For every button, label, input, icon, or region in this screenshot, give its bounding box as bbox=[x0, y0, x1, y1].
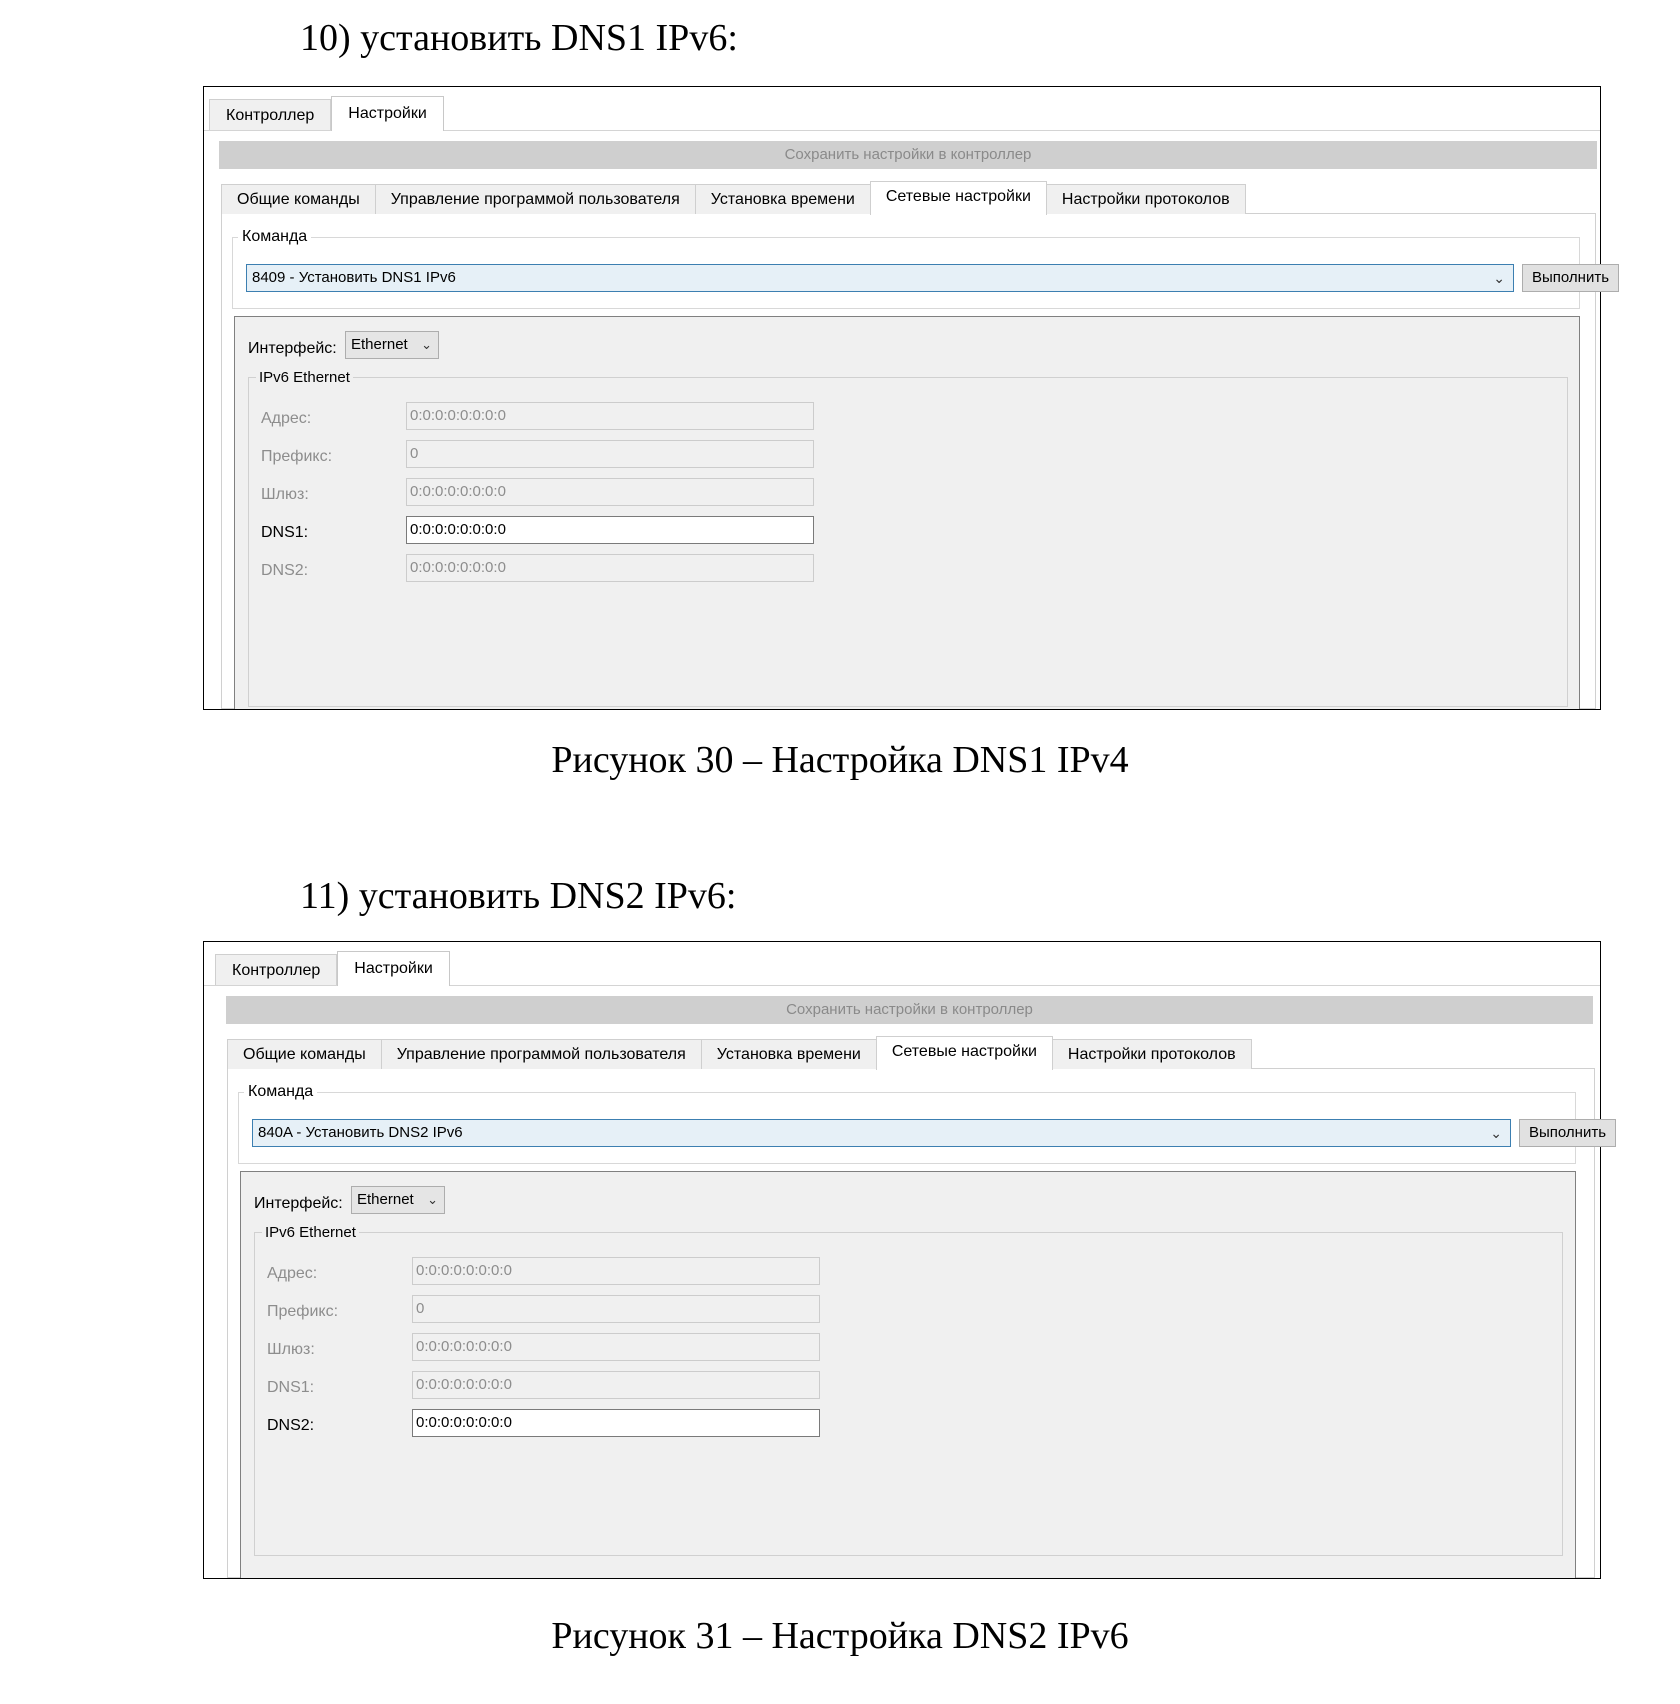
run-button[interactable]: Выполнить bbox=[1519, 1119, 1616, 1147]
dns1-field[interactable]: 0:0:0:0:0:0:0:0 bbox=[406, 516, 814, 544]
tab-protocol-settings[interactable]: Настройки протоколов bbox=[1046, 184, 1246, 214]
chevron-down-icon: ⌄ bbox=[1493, 270, 1505, 286]
ipv6-ethernet-legend: IPv6 Ethernet bbox=[262, 1224, 359, 1242]
command-select[interactable] bbox=[246, 264, 1514, 292]
tab-general-commands[interactable]: Общие команды bbox=[221, 184, 376, 214]
chevron-down-icon: ⌄ bbox=[421, 337, 432, 352]
tab-network-settings[interactable]: Сетевые настройки bbox=[870, 181, 1047, 215]
command-select[interactable] bbox=[252, 1119, 1511, 1147]
settings-tab-bar bbox=[227, 1036, 1251, 1070]
interface-select[interactable] bbox=[345, 331, 439, 359]
figure-31-caption: Рисунок 31 – Настройка DNS2 IPv6 bbox=[551, 1615, 1129, 1657]
command-legend: Команда bbox=[238, 228, 311, 246]
chevron-down-icon: ⌄ bbox=[427, 1192, 438, 1207]
tab-user-program[interactable]: Управление программой пользователя bbox=[381, 1039, 702, 1069]
main-tab-bar bbox=[215, 951, 450, 985]
tab-protocol-settings[interactable]: Настройки протоколов bbox=[1052, 1039, 1252, 1069]
prefix-field: 0 bbox=[406, 440, 814, 468]
settings-tab-bar bbox=[221, 181, 1245, 215]
tab-network-settings[interactable]: Сетевые настройки bbox=[876, 1036, 1053, 1070]
tab-controller[interactable]: Контроллер bbox=[209, 99, 331, 131]
interface-label: Интерфейс: bbox=[254, 1195, 343, 1212]
address-field: 0:0:0:0:0:0:0:0 bbox=[406, 402, 814, 430]
save-to-controller-button[interactable]: Сохранить настройки в контроллер bbox=[219, 141, 1597, 169]
interface-label: Интерфейс: bbox=[248, 340, 337, 357]
command-select-value: 840A - Установить DNS2 IPv6 bbox=[258, 1124, 463, 1141]
tab-controller[interactable]: Контроллер bbox=[215, 954, 337, 986]
command-legend: Команда bbox=[244, 1083, 317, 1101]
figure-30-screenshot bbox=[203, 86, 1610, 710]
tab-settings[interactable]: Настройки bbox=[331, 96, 443, 131]
tab-user-program[interactable]: Управление программой пользователя bbox=[375, 184, 696, 214]
interface-select-value: Ethernet bbox=[351, 336, 408, 353]
prefix-field: 0 bbox=[412, 1295, 820, 1323]
gateway-field: 0:0:0:0:0:0:0:0 bbox=[412, 1333, 820, 1361]
dns1-label: DNS1: bbox=[267, 1379, 315, 1396]
dns1-field: 0:0:0:0:0:0:0:0 bbox=[412, 1371, 820, 1399]
dns2-label: DNS2: bbox=[267, 1417, 315, 1434]
ipv6-ethernet-legend: IPv6 Ethernet bbox=[256, 369, 353, 387]
tab-general-commands[interactable]: Общие команды bbox=[227, 1039, 382, 1069]
tab-settings[interactable]: Настройки bbox=[337, 951, 449, 986]
gateway-label: Шлюз: bbox=[261, 486, 309, 503]
gateway-label: Шлюз: bbox=[267, 1341, 315, 1358]
command-select-value: 8409 - Установить DNS1 IPv6 bbox=[252, 269, 456, 286]
save-to-controller-button[interactable]: Сохранить настройки в контроллер bbox=[226, 996, 1593, 1024]
chevron-down-icon: ⌄ bbox=[1490, 1125, 1502, 1141]
step-10-heading: 10) установить DNS1 IPv6: bbox=[300, 17, 738, 59]
gateway-field: 0:0:0:0:0:0:0:0 bbox=[406, 478, 814, 506]
dns2-label: DNS2: bbox=[261, 562, 309, 579]
address-field: 0:0:0:0:0:0:0:0 bbox=[412, 1257, 820, 1285]
step-11-heading: 11) установить DNS2 IPv6: bbox=[300, 875, 737, 917]
interface-select-value: Ethernet bbox=[357, 1191, 414, 1208]
tab-time-setting[interactable]: Установка времени bbox=[701, 1039, 877, 1069]
tab-time-setting[interactable]: Установка времени bbox=[695, 184, 871, 214]
address-label: Адрес: bbox=[267, 1265, 318, 1282]
run-button[interactable]: Выполнить bbox=[1522, 264, 1619, 292]
prefix-label: Префикс: bbox=[261, 448, 333, 465]
prefix-label: Префикс: bbox=[267, 1303, 339, 1320]
address-label: Адрес: bbox=[261, 410, 312, 427]
interface-select[interactable] bbox=[351, 1186, 445, 1214]
figure-30-caption: Рисунок 30 – Настройка DNS1 IPv4 bbox=[551, 739, 1129, 781]
dns1-label: DNS1: bbox=[261, 524, 309, 541]
dns2-field: 0:0:0:0:0:0:0:0 bbox=[406, 554, 814, 582]
figure-31-screenshot bbox=[203, 941, 1607, 1579]
main-tab-bar bbox=[209, 96, 444, 130]
dns2-field[interactable]: 0:0:0:0:0:0:0:0 bbox=[412, 1409, 820, 1437]
